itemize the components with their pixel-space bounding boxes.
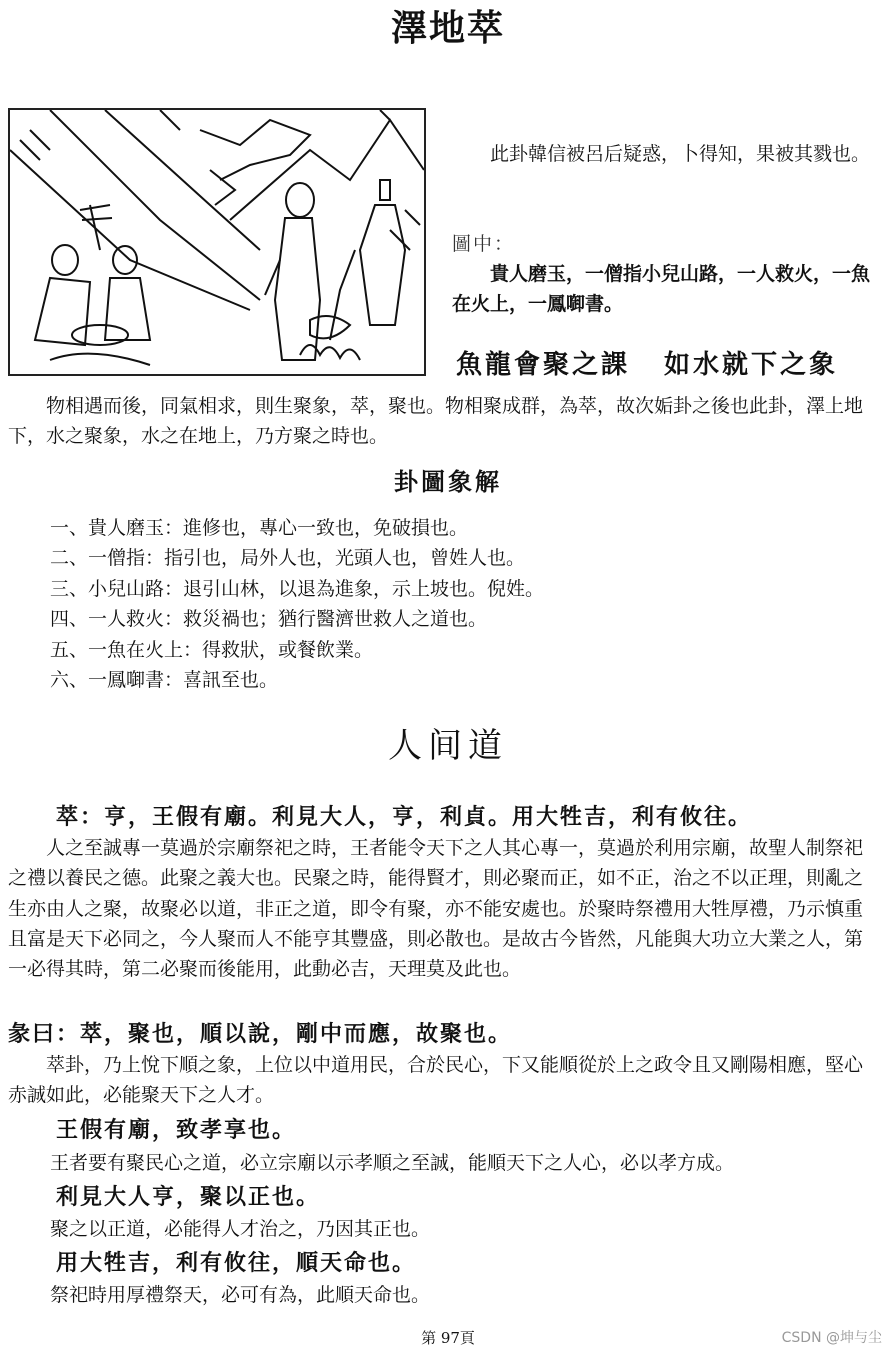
list-item: 三、小兒山路：退引山林，以退為進象，示上坡也。倪姓。 [50,577,545,600]
chapter-title: 人间道 [388,726,508,766]
gua-text: 萃：亨，王假有廟。利見大人，亨，利貞。用大牲吉，利有攸往。 [56,804,753,830]
intro-paragraph [8,391,876,452]
page-title: 澤地萃 [390,7,505,49]
figure-description [452,259,876,319]
tuan-comment [8,1050,876,1111]
sub2-comment: 聚之以正道，必能得人才治之，乃因其正也。 [50,1218,431,1240]
figure-label-text: 圖中： [452,233,516,255]
list-item: 一、貴人磨玉：進修也，專心一致也，免破損也。 [50,517,469,539]
tuan-comment-text: 萃卦，乃上悅下順之象，上位以中道用民，合於民心，下又能順從於上之政令且又剛陽相應，堅心赤誠如此，必能聚天下之人才。 [8,1054,864,1107]
woodcut-illustration [8,108,426,376]
list-item: 六、一鳳啣書：喜訊至也。 [50,669,279,692]
list-item: 二、一僧指：指引也，局外人也，光頭人也，曾姓人也。 [50,547,526,570]
intro-paragraph-text: 物相遇而後，同氣相求，則生聚象，萃，聚也。物相聚成群，為萃，故次姤卦之後也此卦，澤上地下，水之聚象，水之在地上，乃方聚之時也。 [8,395,864,448]
sub2-text: 利見大人亨，聚以正也。 [56,1184,321,1210]
symbol-list [50,513,870,695]
list-item: 五、一魚在火上：得救狀，或餐飲業。 [50,638,374,661]
gua-subtitle [456,344,876,381]
gua-comment-text: 人之至誠專一莫過於宗廟祭祀之時，王者能令天下之人其心專一，莫過於利用宗廟，故聖人制祭祀之禮以養民之德。此聚之義大也。民聚之時，能得賢才，則必聚而正，如不正，治之不以正理，則亂之生亦由人之聚，故聚必以道，非正之道，即令有聚，亦不能安處也。於聚時祭禮用大牲厚禮，乃示慎重且富是天下必同之，今人聚而人不能亨其豐盛，則必散也。是故古今皆然，凡能與大功立大業之人，第一必得其時，第二必聚而後能用，此動必吉，天理莫及此也。 [8,837,864,981]
sub3-text: 用大牲吉，利有攸往，順天命也。 [56,1250,417,1276]
figure-label [452,229,876,259]
gua-comment [8,833,876,984]
sub3-comment: 祭祀時用厚禮祭天，必可有為，此順天命也。 [50,1284,431,1306]
intro-text: 此卦韓信被呂后疑惑，卜得知，果被其戮也。 [490,143,871,165]
list-item: 四、一人救火：救災禍也；猶行醫濟世救人之道也。 [50,608,488,631]
sub1-text: 王假有廟，致孝享也。 [56,1117,297,1143]
subtitle-left: 魚龍會聚之課 [456,350,631,380]
watermark: CSDN @坤与尘 [781,1330,882,1346]
subtitle-right: 如水就下之象 [664,350,839,380]
page-number: 第 97頁 [421,1329,475,1347]
figure-description-text: 貴人磨玉，一僧指小兒山路，一人救火，一魚在火上，一鳳啣書。 [452,263,871,315]
section-title: 卦圖象解 [394,467,502,496]
intro-block [452,139,876,169]
illustration-drawing [10,110,424,374]
tuan-text: 彖曰：萃，聚也，順以說，剛中而應，故聚也。 [8,1021,513,1047]
sub1-comment: 王者要有聚民心之道，必立宗廟以示孝順之至誠，能順天下之人心，必以孝方成。 [50,1152,735,1174]
